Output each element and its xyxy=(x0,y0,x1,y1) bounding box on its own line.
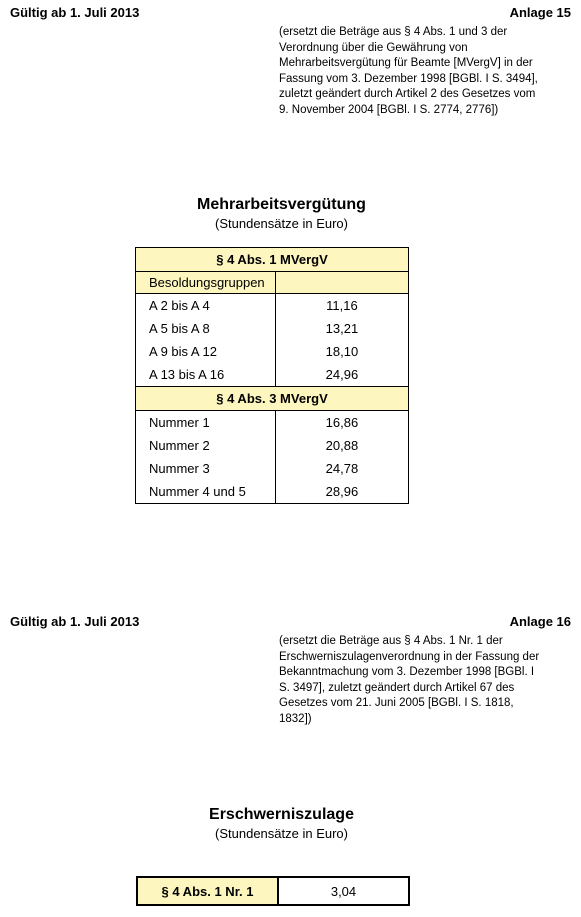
row-label: A 9 bis A 12 xyxy=(136,340,276,363)
valid-from-16: Gültig ab 1. Juli 2013 xyxy=(10,614,140,629)
note-line: (ersetzt die Beträge aus § 4 Abs. 1 Nr. 1 der xyxy=(279,635,503,647)
row-value: 18,10 xyxy=(275,340,408,363)
row-value: 24,96 xyxy=(275,363,408,387)
note-line: Erschwerniszulagenverordnung in der Fassung der xyxy=(279,650,540,663)
row-value: 24,78 xyxy=(275,457,408,480)
table-row xyxy=(136,434,409,457)
table-row xyxy=(136,457,409,480)
mehrarbeit-table xyxy=(135,247,409,504)
row-value: 11,16 xyxy=(275,294,408,318)
note-line: Fassung vom 3. Dezember 1998 [BGBl. I S. 3494], xyxy=(279,72,538,85)
section-header-2: § 4 Abs. 3 MVergV xyxy=(136,387,409,411)
table-row xyxy=(136,411,409,435)
row-value: 20,88 xyxy=(275,434,408,457)
erschwernis-box xyxy=(136,876,410,906)
title-mehrarbeit: Mehrarbeitsvergütung xyxy=(197,196,366,213)
title-erschwernis: Erschwerniszulage xyxy=(209,806,354,823)
note-line: 1832]) xyxy=(279,712,312,725)
row-label: Nummer 3 xyxy=(136,457,276,480)
note-line: zuletzt geändert durch Artikel 2 des Gesetzes vom xyxy=(279,88,536,100)
note-line: S. 3497], zuletzt geändert durch Artikel 67 des xyxy=(279,681,515,694)
table-row xyxy=(136,480,409,504)
column-header-row xyxy=(136,272,409,294)
note-16 xyxy=(279,634,539,727)
row-value: 16,86 xyxy=(275,411,408,435)
note-line: Bekanntmachung vom 3. Dezember 1998 [BGBl. I xyxy=(279,666,535,678)
section-header-1: § 4 Abs. 1 MVergV xyxy=(136,248,409,272)
table-row xyxy=(136,340,409,363)
row-label: A 2 bis A 4 xyxy=(136,294,276,318)
note-line: (ersetzt die Beträge aus § 4 Abs. 1 und 3 der xyxy=(279,26,508,38)
row-label: Nummer 4 und 5 xyxy=(136,480,276,504)
erschwernis-label: § 4 Abs. 1 Nr. 1 xyxy=(138,878,279,904)
section-header-row xyxy=(136,248,409,272)
note-line: Mehrarbeitsvergütung für Beamte [MVergV] in der xyxy=(279,57,533,69)
row-value: 28,96 xyxy=(275,480,408,504)
column-header-empty xyxy=(275,272,408,294)
row-label: A 5 bis A 8 xyxy=(136,317,276,340)
row-value: 13,21 xyxy=(275,317,408,340)
anlage-16-label: Anlage 16 xyxy=(509,614,571,629)
erschwernis-value: 3,04 xyxy=(330,883,357,899)
table-row xyxy=(136,317,409,340)
valid-from-15: Gültig ab 1. Juli 2013 xyxy=(10,5,140,20)
table-row xyxy=(136,294,409,318)
subtitle-15: (Stundensätze in Euro) xyxy=(215,216,348,231)
column-header-besoldung: Besoldungsgruppen xyxy=(136,272,276,294)
note-15 xyxy=(279,25,538,118)
row-label: Nummer 2 xyxy=(136,434,276,457)
section-header-row xyxy=(136,387,409,411)
row-label: A 13 bis A 16 xyxy=(136,363,276,387)
anlage-15-label: Anlage 15 xyxy=(509,5,571,20)
note-line: 9. November 2004 [BGBl. I S. 2774, 2776]) xyxy=(279,103,499,116)
note-line: Gesetzes vom 21. Juni 2005 [BGBl. I S. 1818, xyxy=(279,697,514,709)
table-row xyxy=(136,363,409,387)
note-line: Verordnung über die Gewährung von xyxy=(279,41,468,54)
subtitle-16: (Stundensätze in Euro) xyxy=(215,826,348,841)
row-label: Nummer 1 xyxy=(136,411,276,435)
